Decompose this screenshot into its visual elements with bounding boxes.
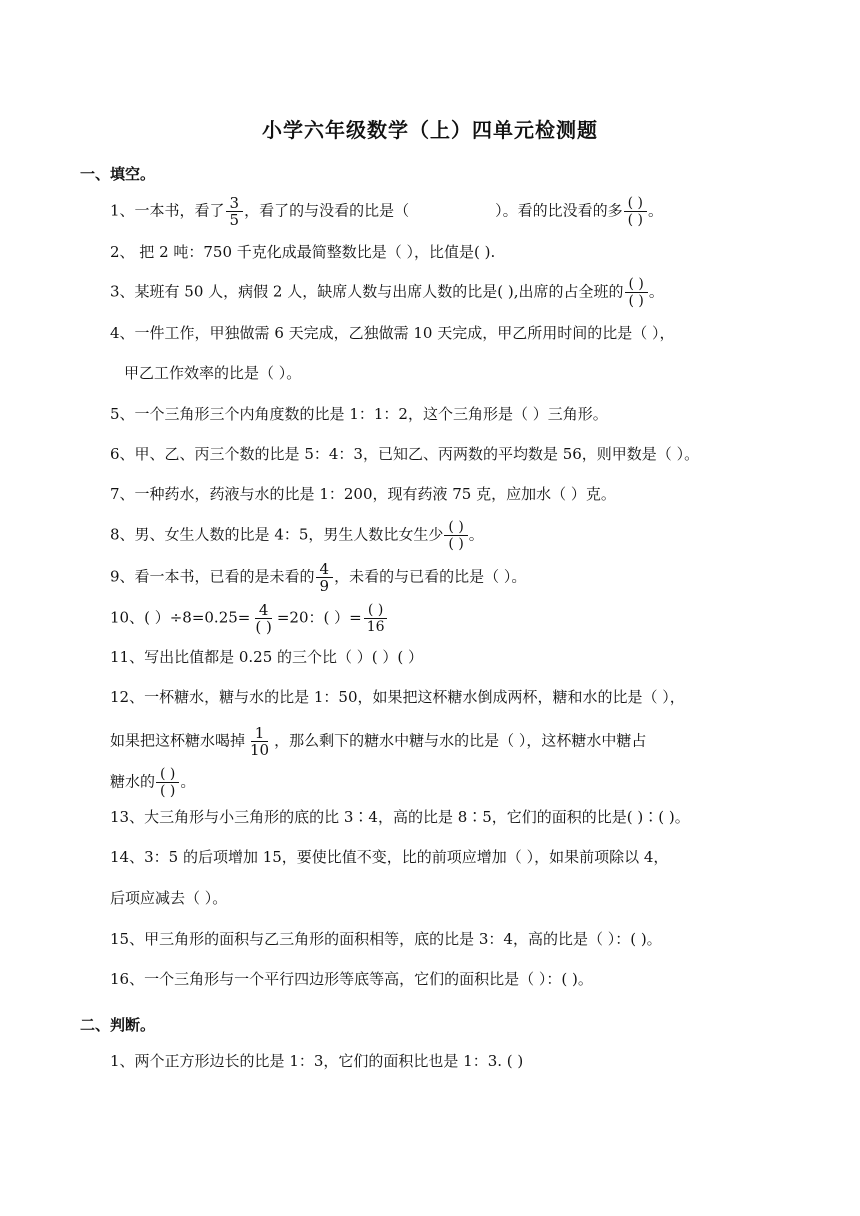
fraction-blank: [625, 276, 648, 309]
fraction-numerator: ( ): [364, 602, 387, 619]
question-7: 7、一种药水，药液与水的比是 1：200，现有药液 75 克，应加水（ ）克。: [110, 485, 616, 503]
fraction-denominator: 10: [250, 741, 270, 759]
fraction-numerator: ( ): [156, 766, 179, 783]
fraction-denominator: ( ): [448, 536, 464, 552]
q9-text-b: ，未看的与已看的比是（ ）。: [334, 567, 527, 586]
q1-text-a: 1、一本书，看了: [110, 201, 225, 220]
question-3: [110, 276, 664, 309]
question-1: [110, 195, 663, 228]
fraction-numerator: ( ): [444, 519, 467, 536]
q3-text-b: 。: [648, 282, 664, 301]
fraction-denominator: 16: [366, 619, 385, 635]
q3-text-a: 3、某班有 50 人，病假 2 人，缺席人数与出席人数的比是( ),出席的占全班的: [110, 282, 624, 301]
q1-text-b: ，看了的与没看的比是（: [244, 201, 410, 220]
question-4-line-1: 4、一件工作，甲独做需 6 天完成，乙独做需 10 天完成，甲乙所用时间的比是（ ），: [110, 324, 675, 342]
question-4-line-2: 甲乙工作效率的比是（ ）。: [124, 364, 302, 382]
q12-text-3a: 糖水的: [110, 772, 156, 791]
fraction-4-blank: [251, 602, 275, 635]
fraction-numerator: ( ): [625, 276, 648, 293]
fraction-denominator: ( ): [160, 783, 176, 799]
q1-text-c: ）。看的比没看的多: [495, 201, 623, 220]
fraction-denominator: ( ): [255, 618, 272, 636]
question-12-line-3: [110, 766, 195, 799]
fraction-denominator: 9: [319, 577, 330, 595]
question-14-line-2: 后项应减去（ ）。: [110, 889, 228, 907]
fraction-denominator: ( ): [627, 212, 643, 228]
fraction-denominator: 5: [229, 211, 240, 229]
section-judgement: 二、判断。: [80, 1016, 156, 1034]
fraction-numerator: 4: [255, 602, 273, 619]
question-15: 15、甲三角形的面积与乙三角形的面积相等，底的比是 3：4，高的比是（ ）：( )。: [110, 930, 662, 948]
question-2: 2、 把 2 吨：750 千克化成最简整数比是（ ），比值是( ).: [110, 243, 496, 261]
question-6: 6、甲、乙、丙三个数的比是 5：4：3，已知乙、丙两数的平均数是 56，则甲数是（ ）。: [110, 445, 700, 463]
question-14-line-1: 14、3：5 的后项增加 15，要使比值不变，比的前项应增加（ ），如果前项除以 4，: [110, 848, 669, 866]
question-5: 5、一个三角形三个内角度数的比是 1：1：2，这个三角形是（ ）三角形。: [110, 405, 608, 423]
fraction-blank-16: [363, 602, 389, 635]
question-10: [110, 602, 390, 635]
question-13: 13、大三角形与小三角形的底的比 3∶4，高的比是 8∶5，它们的面积的比是( )∶( )。: [110, 808, 690, 826]
page-title: 小学六年级数学（上）四单元检测题: [262, 118, 598, 142]
q1-text-d: 。: [648, 201, 664, 220]
question-8: [110, 519, 484, 552]
q12-text-3b: 。: [180, 772, 196, 791]
q8-text-a: 8、男、女生人数的比是 4：5，男生人数比女生少: [110, 525, 444, 544]
fraction-3-5: [226, 195, 244, 228]
q8-text-b: 。: [468, 525, 484, 544]
judgement-1: 1、两个正方形边长的比是 1：3，它们的面积比也是 1：3. ( ): [110, 1052, 524, 1070]
fraction-numerator: 1: [251, 725, 269, 742]
question-9: [110, 561, 526, 594]
q12-text-2b: ，那么剩下的糖水中糖与水的比是（ ），这杯糖水中糖占: [274, 731, 647, 750]
fraction-1-10: [246, 725, 273, 758]
q9-text-a: 9、看一本书，已看的是未看的: [110, 567, 315, 586]
q10-text-a: 10、( ）÷8=0.25=: [110, 608, 251, 627]
question-11: 11、写出比值都是 0.25 的三个比（ ）( ）( ）: [110, 648, 424, 666]
fraction-blank: [444, 519, 467, 552]
fraction-numerator: ( ): [624, 195, 647, 212]
fraction-numerator: 3: [226, 195, 244, 212]
question-16: 16、一个三角形与一个平行四边形等底等高，它们的面积比是（ ）：( )。: [110, 970, 593, 988]
fraction-blank: [156, 766, 179, 799]
q10-text-b: =20：( ）=: [276, 608, 362, 627]
section-fill-in: 一、填空。: [80, 165, 156, 183]
question-12-line-1: 12、一杯糖水，糖与水的比是 1：50，如果把这杯糖水倒成两杯，糖和水的比是（ ），: [110, 688, 685, 706]
fraction-numerator: 4: [316, 561, 334, 578]
question-12-line-2: [110, 725, 646, 758]
fraction-4-9: [316, 561, 334, 594]
fraction-denominator: ( ): [628, 293, 644, 309]
fraction-blank: [624, 195, 647, 228]
q12-text-2a: 如果把这杯糖水喝掉: [110, 731, 246, 750]
